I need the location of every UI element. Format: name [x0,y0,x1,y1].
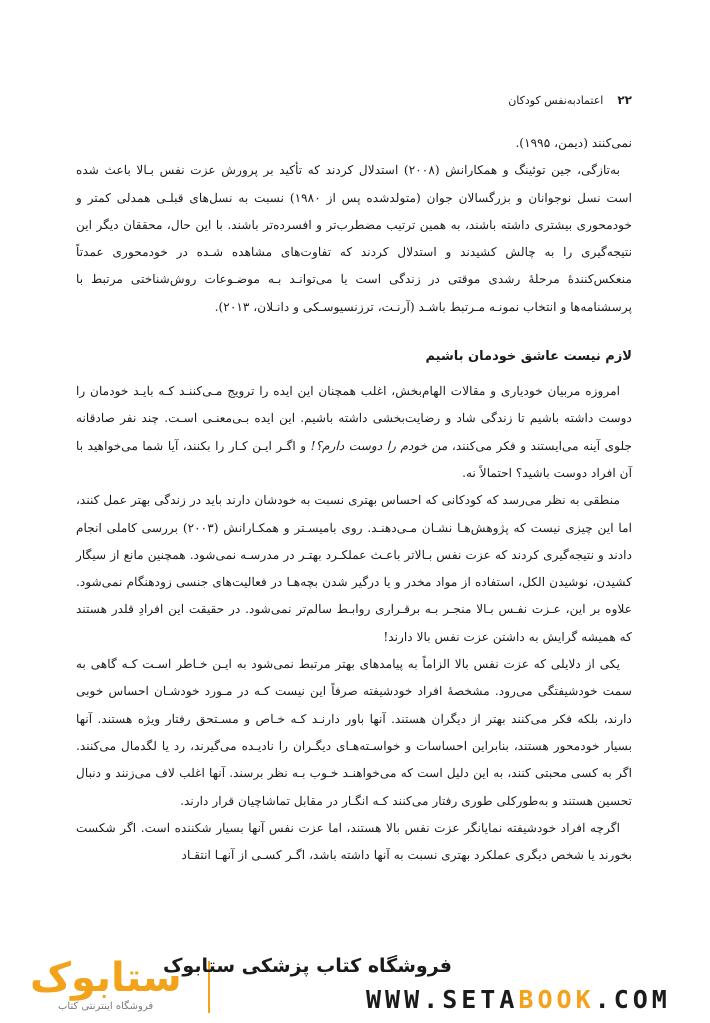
url-suffix: .COM [594,985,671,1014]
paragraph: به‌تازگی، جین توئینگ و همکارانش (۲۰۰۸) استدلال کردند که تأکید بر پرورش عزت نفس بـالا باعث شده است نسل نوجوانان و بزرگسالان جوان (متولدشده پس از ۱۹۸۰) نسبت به نسل‌های قبلـی همدلی کمتر و خودمحوری بیشتری داشته باشند، به همین ترتیب مضطرب‌تر و افسرده‌تر باشند. با این حال، محققان دیگر این نتیجه‌گیری را به چالش کشیدند و استدلال کردند که تفاوت‌های مشاهده شـده در خودمحوری عمدتاً منعکس‌کنندهٔ مرحلهٔ رشدی موقتی در زندگی است یا می‌توانـد بـه موضـوعات روش‌شناختی مرتبط با پرسشنامه‌ها و انتخاب نمونـه مـرتبط باشـد (آرنـت، ترزنسیوسـکی و دانـلان، ۲۰۱۳). [76,163,633,314]
running-header [76,93,632,107]
page-body [76,130,632,869]
paragraph-text: و اگـر ایـن کـار را بکنند، آیا شما می‌خواهید با آن افراد دوست باشید؟ احتمالاً نه. [76,438,632,480]
url-prefix: WWW.SETA [366,985,519,1014]
store-url[interactable] [366,985,671,1014]
section-heading: لازم نیست عاشق خودمان باشیم [425,349,632,365]
paragraph: منطقی به نظر می‌رسد که کودکانی که احساس بهتری نسبت به خودشان دارند باید در زندگی بهتر عمل کنند، اما این چیزی نیست که پژوهش‌هـا نشـان مـی‌دهنـد. روی بامیسـتر و همکـارانش (۲۰۰۳) بررسی کاملی انجام دادند و نتیجه‌گیری کردند که عزت نفس بـالاتر باعـث عملکـرد بهتـر در مدرسـه نمی‌شود. همچنین مانع از سیگار کشیدن، نوشیدن الکل، استفاده از مواد مخدر و یا درگیر شدن بچه‌هـا در فعالیت‌های جنسی زودهنگام نمی‌شود. علاوه بر این، عـزت نفـس بـالا منجـر بـه برقـراری روابـط سالم‌تر نمی‌شود. در حقیقت این افرادِ قلدر هستند که همیشه گرایش به داشتن عزت نفس بالا دارند! [76,493,632,644]
logo-wordmark: ستابوک [30,955,182,1001]
url-highlight: BOOK [518,985,595,1014]
logo-tagline: فروشگاه اینترنتی کتاب [58,1001,154,1012]
italic-quote: من خودم را دوست دارم؟! [310,438,448,453]
publisher-banner [0,945,710,1023]
paragraph [76,378,632,487]
paragraph: یکی از دلایلی که عزت نفس بالا الزاماً به پیامدهای بهتر مرتبط نمی‌شود به ایـن خـاطر اسـت کـه گاهی به سمت خودشیفتگی می‌رود. مشخصهٔ افراد خودشیفته صرفاً این نیست کـه در مـورد خودشـان احساس خوبی دارند، بلکه فکر می‌کنند بهتر از دیگران هستند. آنها باور دارنـد کـه خـاص و مسـتحق رفتار ویژه هستند. آنها بسیار خودمحور هستند، بنابراین احساسات و خواسـته‌هـای دیگـران را نادیـده می‌گیرند، رد یا لگدمال می‌کنند. اگر به کسی محبتی کنند، به این دلیل است که می‌خواهنـد خـوب بـه نظر برسند. آنها اغلب لاف می‌زنند و دنبال تحسین هستند و به‌طورکلی طوری رفتار می‌کنند کـه انگـار در مقابل تماشاچیان قرار دارند. [76,657,632,808]
paragraph-text: امروزه مربیان خودیاری و مقالات الهام‌بخش، اغلب همچنان این ایده را ترویج مـی‌کننـد کـه بایـد خودمان را دوست داشته باشیم تا زندگی شاد و رضایت‌بخشی داشته باشیم. این ایده بـی‌معنـی اسـت. چند نفر صادقانه جلوی آینه می‌ایستند و فکر می‌کنند، [76,384,633,453]
banner-fade [0,915,710,945]
book-title: اعتمادبه‌نفس کودکان [508,93,604,107]
store-name: فروشگاه کتاب پزشکی ستابوک [162,955,452,977]
paragraph: اگرچه افراد خودشیفته نمایانگر عزت نفس بالا هستند، اما عزت نفس آنها بسیار شکننده است. اگر شکست بخورند یا شخص دیگری عملکرد بهتری نسبت به آنها داشته باشد، اگـر کسـی از آنهـا انتقـاد [76,820,632,863]
page-number: ۲۲ [617,93,632,107]
paragraph-continued: نمی‌کنند (دیمن، ۱۹۹۵). [515,136,632,150]
